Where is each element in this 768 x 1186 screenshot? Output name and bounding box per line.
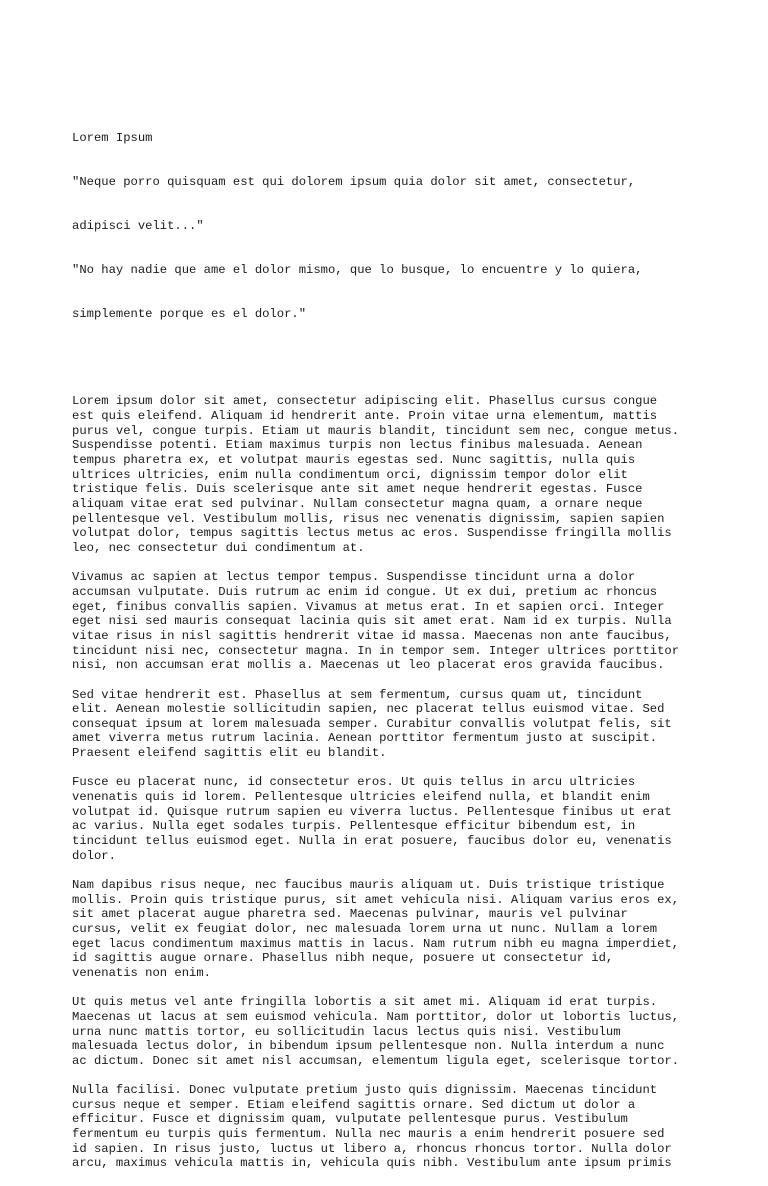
quote-line: "No hay nadie que ame el dolor mismo, que lo busque, lo encuentre y lo quiera,: [72, 262, 643, 277]
quote-line: simplemente porque es el dolor.": [72, 306, 307, 321]
paragraph-line: ac dictum. Donec sit amet nisl accumsan, elementum ligula eget, scelerisque tortor.: [72, 1053, 680, 1068]
paragraph-line: tristique felis. Duis scelerisque ante sit amet neque hendrerit egestas. Fusce: [72, 482, 643, 497]
paragraph-line: id sagittis augue ornare. Phasellus nibh neque, posuere ut consectetur id,: [72, 951, 614, 966]
paragraph-spacer: [72, 981, 702, 996]
paragraph-line: ac varius. Nulla eget sodales turpis. Pellentesque efficitur bibendum est, in: [72, 819, 636, 834]
paragraph-spacer: [72, 761, 702, 776]
paragraph-line: Vivamus ac sapien at lectus tempor tempus. Suspendisse tincidunt urna a dolor: [72, 570, 636, 585]
paragraph-line: urna nunc mattis tortor, eu sollicitudin lacus lectus quis nisi. Vestibulum: [72, 1024, 621, 1039]
paragraph-spacer: [72, 380, 702, 395]
paragraph-spacer: [72, 673, 702, 688]
paragraph: [72, 775, 702, 863]
paragraph-line: Lorem ipsum dolor sit amet, consectetur adipiscing elit. Phasellus cursus congue: [72, 394, 658, 409]
paragraph-line: Sed vitae hendrerit est. Phasellus at sem fermentum, cursus quam ut, tincidunt: [72, 687, 643, 702]
paragraph-line: eget nisi sed mauris consequat lacinia quis sit amet erat. Nam id ex turpis. Nulla: [72, 614, 672, 629]
paragraph-spacer: [72, 863, 702, 878]
paragraph: [72, 878, 702, 981]
paragraph-line: id sapien. In risus justo, luctus ut libero a, rhoncus rhoncus tortor. Nulla dolor: [72, 1141, 672, 1156]
paragraph: [72, 1083, 702, 1171]
paragraph: [72, 394, 702, 555]
paragraph-spacer: [72, 1069, 702, 1084]
paragraph-line: tincidunt tellus euismod eget. Nulla in erat posuere, faucibus dolor eu, venenatis: [72, 834, 672, 849]
quote-line: adipisci velit...": [72, 218, 204, 233]
paragraph-line: Nulla facilisi. Donec vulputate pretium justo quis dignissim. Maecenas tincidunt: [72, 1083, 658, 1098]
quote-line: "Neque porro quisquam est qui dolorem ipsum quia dolor sit amet, consectetur,: [72, 174, 636, 189]
header-block: [72, 101, 702, 350]
paragraph-line: tempus pharetra ex, et volutpat mauris egestas sed. Nunc sagittis, nulla quis: [72, 453, 636, 468]
paragraph-line: amet viverra metus rutrum lacinia. Aenean porttitor fermentum justo at suscipit.: [72, 731, 658, 746]
paragraph-line: consequat ipsum at lorem malesuada semper. Curabitur convallis volutpat felis, sit: [72, 716, 672, 731]
paragraph-line: vitae risus in nisl sagittis hendrerit vitae id massa. Maecenas non ante faucibus,: [72, 628, 672, 643]
paragraphs-container: [72, 380, 702, 1171]
document-page: [72, 72, 702, 1186]
paragraph: [72, 570, 702, 673]
paragraph-spacer: [72, 556, 702, 571]
paragraph-line: ultrices ultricies, enim nulla condimentum orci, dignissim tempor dolor elit: [72, 467, 628, 482]
paragraph-line: eget, finibus convallis sapien. Vivamus at metus erat. In et sapien orci. Integer: [72, 599, 665, 614]
paragraph-line: volutpat id. Quisque rutrum sapien eu viverra luctus. Pellentesque finibus ut erat: [72, 804, 672, 819]
paragraph-line: cursus neque et semper. Etiam eleifend sagittis ornare. Sed dictum ut dolor a: [72, 1097, 636, 1112]
paragraph-line: tincidunt nisi nec, consectetur magna. In in tempor sem. Integer ultrices porttitor: [72, 643, 680, 658]
paragraph-line: mollis. Proin quis tristique purus, sit amet vehicula nisi. Aliquam varius eros ex,: [72, 892, 680, 907]
paragraph-line: sit amet placerat augue pharetra sed. Maecenas pulvinar, mauris vel pulvinar: [72, 907, 628, 922]
paragraph-line: accumsan vulputate. Duis rutrum ac enim id congue. Ut ex dui, pretium ac rhoncus: [72, 584, 658, 599]
paragraph-line: dolor.: [72, 848, 116, 863]
paragraph-line: elit. Aenean molestie sollicitudin sapien, nec placerat tellus euismod vitae. Sed: [72, 702, 665, 717]
paragraph-line: Suspendisse potenti. Etiam maximus turpis non lectus finibus malesuada. Aenean: [72, 438, 643, 453]
paragraph-line: nisi, non accumsan erat mollis a. Maecenas ut leo placerat eros gravida faucibus.: [72, 658, 665, 673]
paragraph-line: venenatis non enim.: [72, 965, 211, 980]
paragraph-line: fermentum eu turpis quis fermentum. Nulla nec mauris a enim hendrerit posuere sed: [72, 1127, 665, 1142]
paragraph-line: venenatis quis id lorem. Pellentesque ultricies eleifend nulla, et blandit enim: [72, 790, 650, 805]
paragraph-line: Praesent eleifend sagittis elit eu blandit.: [72, 746, 387, 761]
paragraph-line: purus vel, congue turpis. Etiam ut mauris blandit, tincidunt sem nec, congue metus.: [72, 423, 680, 438]
paragraph-line: arcu, maximus vehicula mattis in, vehicula quis nibh. Vestibulum ante ipsum primis: [72, 1156, 672, 1171]
paragraph-line: leo, nec consectetur dui condimentum at.: [72, 540, 365, 555]
paragraph-line: pellentesque vel. Vestibulum mollis, risus nec venenatis dignissim, sapien sapien: [72, 511, 665, 526]
paragraph-line: eget lacus condimentum maximus mattis in lacus. Nam rutrum nibh eu magna imperdiet,: [72, 936, 680, 951]
paragraph-line: Ut quis metus vel ante fringilla lobortis a sit amet mi. Aliquam id erat turpis.: [72, 995, 658, 1010]
paragraph-line: Maecenas ut lacus at sem euismod vehicula. Nam porttitor, dolor ut lobortis luctus,: [72, 1009, 680, 1024]
paragraph-line: efficitur. Fusce et dignissim quam, vulputate pellentesque purus. Vestibulum: [72, 1112, 628, 1127]
paragraph: [72, 995, 702, 1068]
paragraph-line: Fusce eu placerat nunc, id consectetur eros. Ut quis tellus in arcu ultricies: [72, 775, 636, 790]
paragraph-line: aliquam vitae erat sed pulvinar. Nullam consectetur magna quam, a ornare neque: [72, 497, 643, 512]
document-title: Lorem Ipsum: [72, 130, 153, 145]
paragraph: [72, 688, 702, 761]
paragraph-line: volutpat dolor, tempus sagittis lectus metus ac eros. Suspendisse fringilla mollis: [72, 526, 672, 541]
paragraph-line: est quis eleifend. Aliquam id hendrerit ante. Proin vitae urna elementum, mattis: [72, 409, 658, 424]
paragraph-line: malesuada lectus dolor, in bibendum ipsum pellentesque non. Nulla interdum a nunc: [72, 1039, 665, 1054]
paragraph-line: cursus, velit ex feugiat dolor, nec malesuada lorem urna ut nunc. Nullam a lorem: [72, 921, 658, 936]
paragraph-line: Nam dapibus risus neque, nec faucibus mauris aliquam ut. Duis tristique tristique: [72, 878, 665, 893]
